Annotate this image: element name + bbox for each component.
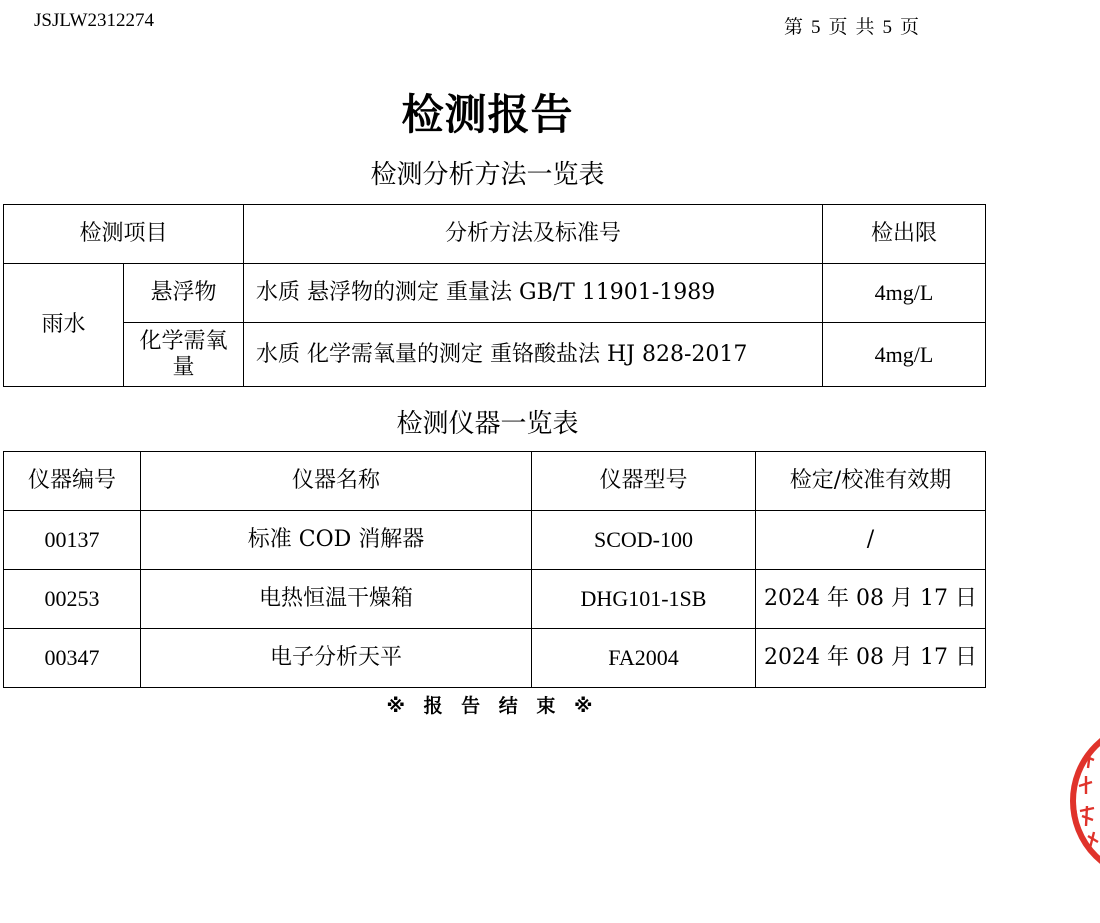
report-end-mark: ※ 报 告 结 束 ※ bbox=[386, 695, 599, 717]
limit-cell: 4mg/L bbox=[823, 264, 986, 323]
instrument-name: 标准 COD 消解器 bbox=[141, 511, 532, 570]
method-cell: 水质 悬浮物的测定 重量法 GB/T 11901-1989 bbox=[244, 264, 823, 323]
instrument-row bbox=[4, 570, 986, 629]
method-table-header bbox=[4, 205, 986, 264]
official-seal-icon bbox=[1066, 716, 1100, 886]
instrument-model: SCOD-100 bbox=[532, 511, 756, 570]
instrument-table bbox=[3, 451, 986, 688]
instrument-validity: / bbox=[756, 511, 986, 570]
header-item: 检测项目 bbox=[4, 205, 244, 264]
limit-cell: 4mg/L bbox=[823, 323, 986, 387]
page-label-suffix: 页 bbox=[900, 16, 921, 38]
header-validity: 检定/校准有效期 bbox=[756, 452, 986, 511]
instrument-model: FA2004 bbox=[532, 629, 756, 688]
instrument-id: 00253 bbox=[4, 570, 141, 629]
header-method: 分析方法及标准号 bbox=[244, 205, 823, 264]
item-cell: 悬浮物 bbox=[124, 264, 244, 323]
instrument-id: 00347 bbox=[4, 629, 141, 688]
report-title: 检测报告 bbox=[401, 90, 574, 139]
page-total: 5 bbox=[882, 17, 894, 38]
page-label-mid: 页 bbox=[828, 16, 849, 38]
report-number: JSJLW2312274 bbox=[34, 10, 154, 31]
instrument-id: 00137 bbox=[4, 511, 141, 570]
method-table-title: 检测分析方法一览表 bbox=[370, 160, 605, 190]
method-table bbox=[3, 204, 986, 387]
instrument-table-title: 检测仪器一览表 bbox=[396, 409, 579, 439]
header-instrument-id: 仪器编号 bbox=[4, 452, 141, 511]
instrument-row bbox=[4, 629, 986, 688]
instrument-name: 电子分析天平 bbox=[141, 629, 532, 688]
method-row bbox=[4, 264, 986, 323]
category-cell: 雨水 bbox=[4, 264, 124, 387]
method-row bbox=[4, 323, 986, 387]
header-instrument-model: 仪器型号 bbox=[532, 452, 756, 511]
header-limit: 检出限 bbox=[823, 205, 986, 264]
item-cell: 化学需氧量 bbox=[124, 323, 244, 387]
page-current: 5 bbox=[811, 17, 822, 38]
method-cell: 水质 化学需氧量的测定 重铬酸盐法 HJ 828-2017 bbox=[244, 323, 823, 387]
page-label-total-word: 共 bbox=[855, 16, 876, 38]
page-indicator bbox=[784, 12, 927, 39]
instrument-table-header bbox=[4, 452, 986, 511]
instrument-row bbox=[4, 511, 986, 570]
instrument-validity: 2024 年 08 月 17 日 bbox=[756, 570, 986, 629]
instrument-validity: 2024 年 08 月 17 日 bbox=[756, 629, 986, 688]
instrument-name: 电热恒温干燥箱 bbox=[141, 570, 532, 629]
header-instrument-name: 仪器名称 bbox=[141, 452, 532, 511]
instrument-model: DHG101-1SB bbox=[532, 570, 756, 629]
page-label-prefix: 第 bbox=[784, 16, 805, 38]
